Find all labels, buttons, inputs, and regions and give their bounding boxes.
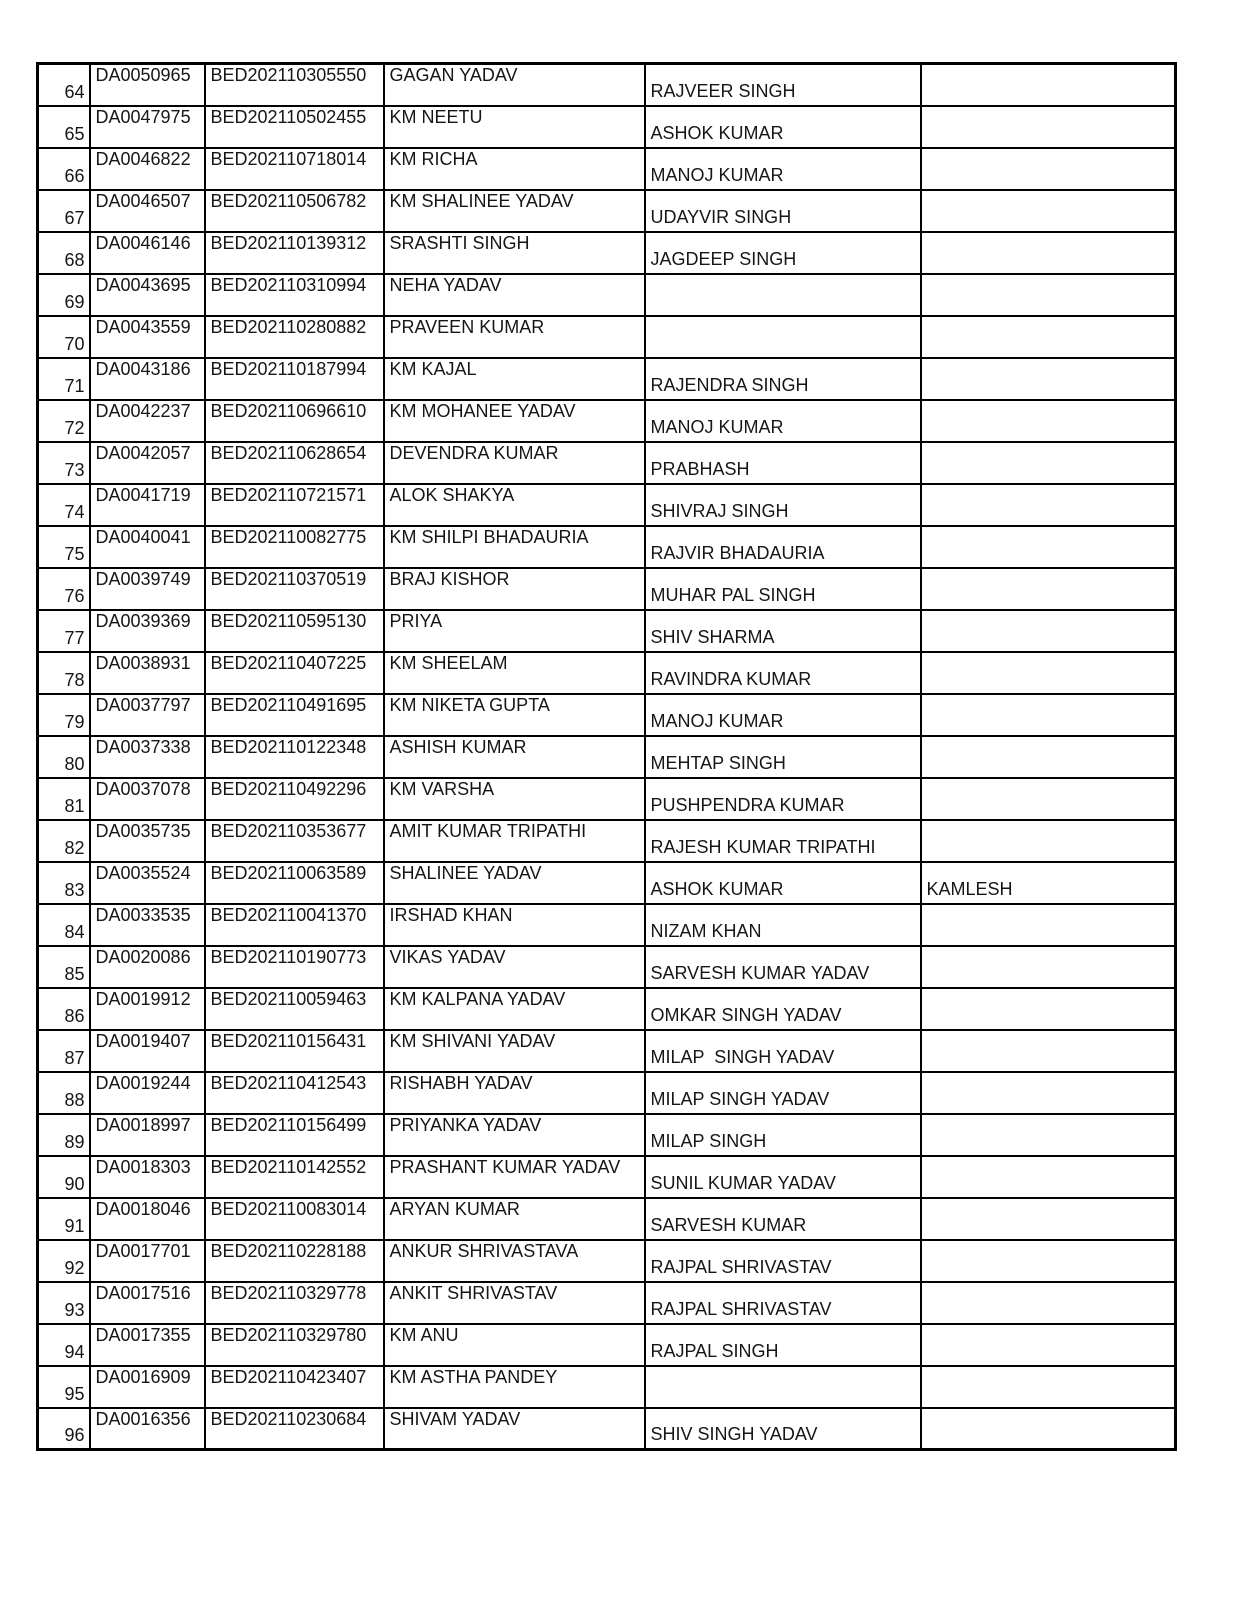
cell-da-number: DA0019244 — [90, 1072, 205, 1114]
cell-serial-number: 87 — [38, 1030, 90, 1072]
cell-serial-number: 80 — [38, 736, 90, 778]
cell-bed-number: BED202110156499 — [205, 1114, 384, 1156]
cell-extra — [921, 190, 1176, 232]
cell-father-name: OMKAR SINGH YADAV — [645, 988, 921, 1030]
cell-candidate-name: KM SHILPI BHADAURIA — [384, 526, 645, 568]
cell-serial-number: 84 — [38, 904, 90, 946]
cell-candidate-name: PRASHANT KUMAR YADAV — [384, 1156, 645, 1198]
cell-candidate-name: KM ANU — [384, 1324, 645, 1366]
cell-serial-number: 70 — [38, 316, 90, 358]
cell-serial-number: 96 — [38, 1408, 90, 1450]
cell-da-number: DA0040041 — [90, 526, 205, 568]
table-row — [38, 148, 1176, 190]
cell-bed-number: BED202110370519 — [205, 568, 384, 610]
cell-father-name: UDAYVIR SINGH — [645, 190, 921, 232]
cell-serial-number: 88 — [38, 1072, 90, 1114]
cell-extra — [921, 1030, 1176, 1072]
cell-extra — [921, 526, 1176, 568]
cell-candidate-name: RISHABH YADAV — [384, 1072, 645, 1114]
cell-extra — [921, 736, 1176, 778]
cell-father-name: MANOJ KUMAR — [645, 694, 921, 736]
cell-candidate-name: KM KALPANA YADAV — [384, 988, 645, 1030]
table-row — [38, 316, 1176, 358]
cell-father-name: RAJVEER SINGH — [645, 64, 921, 106]
table-row — [38, 652, 1176, 694]
table-row — [38, 862, 1176, 904]
cell-da-number: DA0042237 — [90, 400, 205, 442]
table-row — [38, 988, 1176, 1030]
cell-da-number: DA0017355 — [90, 1324, 205, 1366]
cell-bed-number: BED202110329778 — [205, 1282, 384, 1324]
cell-father-name: SUNIL KUMAR YADAV — [645, 1156, 921, 1198]
cell-father-name: SARVESH KUMAR YADAV — [645, 946, 921, 988]
table-row — [38, 400, 1176, 442]
cell-father-name: MUHAR PAL SINGH — [645, 568, 921, 610]
cell-bed-number: BED202110059463 — [205, 988, 384, 1030]
cell-extra — [921, 358, 1176, 400]
cell-serial-number: 93 — [38, 1282, 90, 1324]
cell-bed-number: BED202110492296 — [205, 778, 384, 820]
cell-candidate-name: PRIYANKA YADAV — [384, 1114, 645, 1156]
cell-extra — [921, 1198, 1176, 1240]
cell-bed-number: BED202110190773 — [205, 946, 384, 988]
cell-serial-number: 72 — [38, 400, 90, 442]
cell-extra — [921, 316, 1176, 358]
cell-candidate-name: ANKUR SHRIVASTAVA — [384, 1240, 645, 1282]
cell-father-name: PUSHPENDRA KUMAR — [645, 778, 921, 820]
cell-father-name: MEHTAP SINGH — [645, 736, 921, 778]
cell-extra — [921, 1324, 1176, 1366]
cell-da-number: DA0047975 — [90, 106, 205, 148]
cell-candidate-name: KM NEETU — [384, 106, 645, 148]
cell-serial-number: 85 — [38, 946, 90, 988]
table-row — [38, 232, 1176, 274]
cell-serial-number: 73 — [38, 442, 90, 484]
cell-candidate-name: KM MOHANEE YADAV — [384, 400, 645, 442]
cell-candidate-name: SRASHTI SINGH — [384, 232, 645, 274]
cell-extra — [921, 694, 1176, 736]
cell-bed-number: BED202110412543 — [205, 1072, 384, 1114]
table-row — [38, 1030, 1176, 1072]
cell-da-number: DA0016356 — [90, 1408, 205, 1450]
cell-father-name: MANOJ KUMAR — [645, 148, 921, 190]
cell-bed-number: BED202110156431 — [205, 1030, 384, 1072]
cell-candidate-name: KM RICHA — [384, 148, 645, 190]
cell-extra — [921, 64, 1176, 106]
cell-father-name: RAJPAL SHRIVASTAV — [645, 1240, 921, 1282]
table-row — [38, 1408, 1176, 1450]
cell-serial-number: 67 — [38, 190, 90, 232]
cell-extra — [921, 946, 1176, 988]
cell-serial-number: 69 — [38, 274, 90, 316]
cell-da-number: DA0017701 — [90, 1240, 205, 1282]
cell-da-number: DA0038931 — [90, 652, 205, 694]
cell-father-name: SARVESH KUMAR — [645, 1198, 921, 1240]
cell-bed-number: BED202110423407 — [205, 1366, 384, 1408]
cell-father-name: RAJENDRA SINGH — [645, 358, 921, 400]
table-row — [38, 1282, 1176, 1324]
cell-extra — [921, 484, 1176, 526]
cell-bed-number: BED202110280882 — [205, 316, 384, 358]
cell-bed-number: BED202110063589 — [205, 862, 384, 904]
table-row — [38, 610, 1176, 652]
cell-bed-number: BED202110595130 — [205, 610, 384, 652]
table-row — [38, 358, 1176, 400]
cell-extra — [921, 988, 1176, 1030]
cell-serial-number: 66 — [38, 148, 90, 190]
cell-father-name: SHIV SHARMA — [645, 610, 921, 652]
table-row — [38, 778, 1176, 820]
cell-father-name: MANOJ KUMAR — [645, 400, 921, 442]
cell-candidate-name: SHALINEE YADAV — [384, 862, 645, 904]
cell-father-name: RAJPAL SINGH — [645, 1324, 921, 1366]
cell-candidate-name: PRIYA — [384, 610, 645, 652]
table-row — [38, 904, 1176, 946]
cell-extra — [921, 1366, 1176, 1408]
cell-serial-number: 75 — [38, 526, 90, 568]
table-row — [38, 694, 1176, 736]
cell-father-name: MILAP SINGH — [645, 1114, 921, 1156]
cell-candidate-name: KM SHEELAM — [384, 652, 645, 694]
cell-extra — [921, 820, 1176, 862]
cell-extra — [921, 400, 1176, 442]
cell-serial-number: 95 — [38, 1366, 90, 1408]
cell-da-number: DA0041719 — [90, 484, 205, 526]
cell-serial-number: 71 — [38, 358, 90, 400]
cell-serial-number: 77 — [38, 610, 90, 652]
cell-candidate-name: ASHISH KUMAR — [384, 736, 645, 778]
cell-father-name: RAJVIR BHADAURIA — [645, 526, 921, 568]
cell-bed-number: BED202110506782 — [205, 190, 384, 232]
cell-father-name: PRABHASH — [645, 442, 921, 484]
cell-da-number: DA0046822 — [90, 148, 205, 190]
cell-serial-number: 94 — [38, 1324, 90, 1366]
cell-bed-number: BED202110139312 — [205, 232, 384, 274]
cell-serial-number: 68 — [38, 232, 90, 274]
cell-candidate-name: AMIT KUMAR TRIPATHI — [384, 820, 645, 862]
cell-bed-number: BED202110230684 — [205, 1408, 384, 1450]
cell-da-number: DA0016909 — [90, 1366, 205, 1408]
cell-candidate-name: KM SHIVANI YADAV — [384, 1030, 645, 1072]
cell-candidate-name: KM ASTHA PANDEY — [384, 1366, 645, 1408]
cell-bed-number: BED202110502455 — [205, 106, 384, 148]
table-row — [38, 946, 1176, 988]
cell-da-number: DA0043186 — [90, 358, 205, 400]
cell-father-name: SHIVRAJ SINGH — [645, 484, 921, 526]
cell-da-number: DA0035735 — [90, 820, 205, 862]
cell-da-number: DA0037338 — [90, 736, 205, 778]
cell-candidate-name: KM SHALINEE YADAV — [384, 190, 645, 232]
cell-da-number: DA0046507 — [90, 190, 205, 232]
cell-candidate-name: IRSHAD KHAN — [384, 904, 645, 946]
cell-extra — [921, 1072, 1176, 1114]
cell-bed-number: BED202110353677 — [205, 820, 384, 862]
cell-serial-number: 83 — [38, 862, 90, 904]
cell-candidate-name: DEVENDRA KUMAR — [384, 442, 645, 484]
records-table-body — [38, 64, 1176, 1450]
table-row — [38, 1240, 1176, 1282]
table-row — [38, 1114, 1176, 1156]
table-row — [38, 1324, 1176, 1366]
cell-father-name: JAGDEEP SINGH — [645, 232, 921, 274]
cell-extra — [921, 652, 1176, 694]
cell-da-number: DA0018303 — [90, 1156, 205, 1198]
table-row — [38, 484, 1176, 526]
cell-da-number: DA0042057 — [90, 442, 205, 484]
cell-candidate-name: KM NIKETA GUPTA — [384, 694, 645, 736]
cell-candidate-name: BRAJ KISHOR — [384, 568, 645, 610]
records-table — [36, 62, 1177, 1451]
cell-da-number: DA0017516 — [90, 1282, 205, 1324]
cell-bed-number: BED202110082775 — [205, 526, 384, 568]
cell-father-name — [645, 316, 921, 358]
cell-serial-number: 82 — [38, 820, 90, 862]
table-row — [38, 568, 1176, 610]
cell-serial-number: 89 — [38, 1114, 90, 1156]
cell-serial-number: 86 — [38, 988, 90, 1030]
cell-candidate-name: ANKIT SHRIVASTAV — [384, 1282, 645, 1324]
cell-bed-number: BED202110142552 — [205, 1156, 384, 1198]
cell-extra — [921, 1282, 1176, 1324]
cell-da-number: DA0037078 — [90, 778, 205, 820]
cell-extra: KAMLESH — [921, 862, 1176, 904]
cell-bed-number: BED202110041370 — [205, 904, 384, 946]
cell-da-number: DA0043559 — [90, 316, 205, 358]
cell-serial-number: 91 — [38, 1198, 90, 1240]
cell-extra — [921, 232, 1176, 274]
cell-father-name: MILAP SINGH YADAV — [645, 1072, 921, 1114]
cell-bed-number: BED202110305550 — [205, 64, 384, 106]
cell-da-number: DA0043695 — [90, 274, 205, 316]
cell-da-number: DA0033535 — [90, 904, 205, 946]
cell-da-number: DA0019912 — [90, 988, 205, 1030]
cell-candidate-name: KM VARSHA — [384, 778, 645, 820]
cell-bed-number: BED202110721571 — [205, 484, 384, 526]
table-row — [38, 106, 1176, 148]
table-row — [38, 820, 1176, 862]
cell-bed-number: BED202110329780 — [205, 1324, 384, 1366]
cell-bed-number: BED202110696610 — [205, 400, 384, 442]
cell-serial-number: 78 — [38, 652, 90, 694]
cell-extra — [921, 148, 1176, 190]
cell-father-name: RAJPAL SHRIVASTAV — [645, 1282, 921, 1324]
cell-candidate-name: ALOK SHAKYA — [384, 484, 645, 526]
cell-extra — [921, 1408, 1176, 1450]
cell-candidate-name: NEHA YADAV — [384, 274, 645, 316]
table-row — [38, 1366, 1176, 1408]
cell-serial-number: 65 — [38, 106, 90, 148]
cell-bed-number: BED202110228188 — [205, 1240, 384, 1282]
cell-candidate-name: VIKAS YADAV — [384, 946, 645, 988]
cell-father-name — [645, 274, 921, 316]
cell-candidate-name: GAGAN YADAV — [384, 64, 645, 106]
cell-father-name: RAVINDRA KUMAR — [645, 652, 921, 694]
cell-da-number: DA0046146 — [90, 232, 205, 274]
cell-candidate-name: SHIVAM YADAV — [384, 1408, 645, 1450]
cell-da-number: DA0039749 — [90, 568, 205, 610]
cell-extra — [921, 610, 1176, 652]
cell-da-number: DA0037797 — [90, 694, 205, 736]
cell-da-number: DA0039369 — [90, 610, 205, 652]
cell-bed-number: BED202110083014 — [205, 1198, 384, 1240]
table-row — [38, 442, 1176, 484]
cell-bed-number: BED202110187994 — [205, 358, 384, 400]
cell-bed-number: BED202110491695 — [205, 694, 384, 736]
cell-serial-number: 64 — [38, 64, 90, 106]
cell-serial-number: 79 — [38, 694, 90, 736]
table-row — [38, 1156, 1176, 1198]
cell-candidate-name: ARYAN KUMAR — [384, 1198, 645, 1240]
cell-da-number: DA0018997 — [90, 1114, 205, 1156]
cell-bed-number: BED202110407225 — [205, 652, 384, 694]
cell-extra — [921, 904, 1176, 946]
cell-extra — [921, 106, 1176, 148]
cell-serial-number: 81 — [38, 778, 90, 820]
cell-father-name — [645, 1366, 921, 1408]
cell-father-name: RAJESH KUMAR TRIPATHI — [645, 820, 921, 862]
cell-da-number: DA0020086 — [90, 946, 205, 988]
table-row — [38, 64, 1176, 106]
cell-extra — [921, 274, 1176, 316]
cell-extra — [921, 442, 1176, 484]
cell-serial-number: 74 — [38, 484, 90, 526]
cell-extra — [921, 1240, 1176, 1282]
table-row — [38, 190, 1176, 232]
cell-father-name: MILAP SINGH YADAV — [645, 1030, 921, 1072]
cell-extra — [921, 778, 1176, 820]
cell-candidate-name: PRAVEEN KUMAR — [384, 316, 645, 358]
cell-bed-number: BED202110718014 — [205, 148, 384, 190]
table-row — [38, 526, 1176, 568]
cell-father-name: SHIV SINGH YADAV — [645, 1408, 921, 1450]
cell-extra — [921, 1156, 1176, 1198]
cell-serial-number: 90 — [38, 1156, 90, 1198]
table-row — [38, 1072, 1176, 1114]
cell-father-name: ASHOK KUMAR — [645, 106, 921, 148]
cell-da-number: DA0050965 — [90, 64, 205, 106]
cell-da-number: DA0035524 — [90, 862, 205, 904]
table-row — [38, 736, 1176, 778]
cell-bed-number: BED202110310994 — [205, 274, 384, 316]
cell-extra — [921, 568, 1176, 610]
cell-father-name: NIZAM KHAN — [645, 904, 921, 946]
cell-da-number: DA0019407 — [90, 1030, 205, 1072]
table-row — [38, 1198, 1176, 1240]
cell-extra — [921, 1114, 1176, 1156]
cell-serial-number: 92 — [38, 1240, 90, 1282]
cell-serial-number: 76 — [38, 568, 90, 610]
cell-bed-number: BED202110628654 — [205, 442, 384, 484]
cell-da-number: DA0018046 — [90, 1198, 205, 1240]
cell-bed-number: BED202110122348 — [205, 736, 384, 778]
cell-father-name: ASHOK KUMAR — [645, 862, 921, 904]
table-row — [38, 274, 1176, 316]
cell-candidate-name: KM KAJAL — [384, 358, 645, 400]
